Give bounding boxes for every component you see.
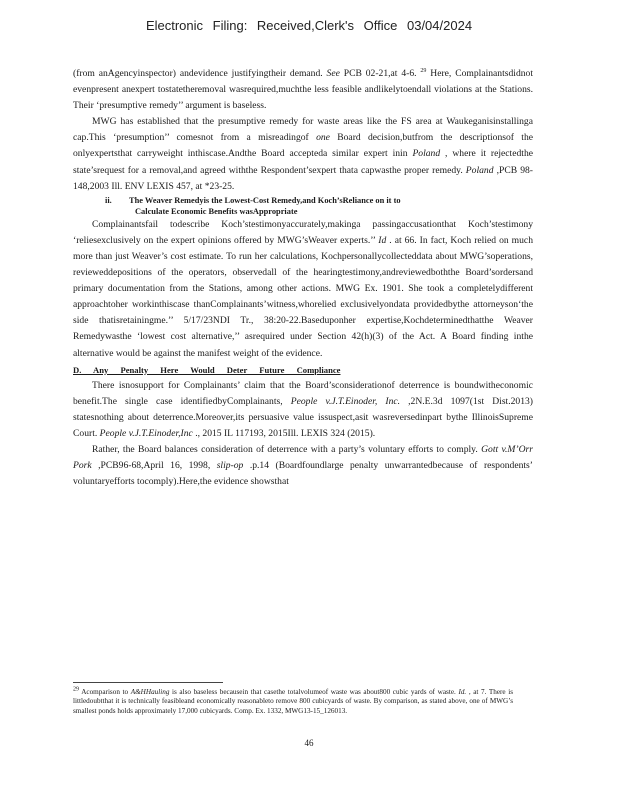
subheading-label: ii. bbox=[105, 195, 112, 205]
paragraph-voluntary-compliance: Rather, the Board balances consideration of deterrence with a party’s voluntary efforts to comply. Gott v.M’Orr Pork ,PCB96-68,April 16, 1998, slip-op .p.14 (Boardfoundlarge penalty unwarrantedbecause of respondents’ voluntaryefforts tocomply).Here,the evidence showsthat bbox=[73, 444, 534, 488]
subheading-line-2: Calculate Economic Benefits wasAppropriate bbox=[135, 206, 298, 216]
subheading-weaver-remedy bbox=[73, 195, 533, 217]
document-body bbox=[73, 66, 533, 490]
footnote-reference[interactable]: 29 bbox=[420, 67, 427, 74]
paragraph-koch-testimony: Complainantsfail todescribe Koch’stestimonyaccurately,makinga passingaccusationthat Koch’stestimony ‘reliesexclusively on the expert opinions offered by MWG’sWeaver experts.’’ Id . at 66. In fact, Koch relied on much more than just Weaver’s cost estimate. To run her calculations, Kochpersonallycollecteddata about MWG’soperations, revieweddepositions of the operators, observedall of the hearingtestimony,andreviewedboththe Board’sordersand primary documentation from the Stations, among other actions. MWG Ex. 1901. She took a completelydifferent approachtoher workinthiscase thanComplainants’witness,whorelied exclusivelyondata providedbythe attorneyson‘the side thatisretainingme.’’ 5/17/23NDI Tr., 38:20-22.Baseduponher expertise,Kochdeterminedthatthe Weaver Remedywasthe ‘lowest cost alternative,’’ asrequired under Section 42(h)(3) of the Act. A Board finding inthe alternative would be against the manifest weight of the evidence. bbox=[73, 218, 533, 359]
filing-header: Electronic Filing: Received,Clerk's Office 03/04/2024 bbox=[145, 18, 473, 33]
footnote-divider bbox=[73, 682, 223, 683]
paragraph-continuation: (from anAgencyinspector) andevidence justifyingtheir demand. See PCB 02-21,at 4-6. $^{29}$ Here, Complainantsdidnot evenpresent anexpert tostatetheremoval wasrequired,muchthe less feasible andlikelytoendall violations at the Stations. Their ‘presumptive remedy’’ argument is baseless. bbox=[73, 67, 534, 112]
footnote-number: 29 bbox=[73, 686, 79, 693]
footnote-29: $^{29}$ Acomparison to A&HHauling is also baseless becausein that casethe totalvolumeof waste was about800 cubic yards of waste. Id. , at 7. There is littledoubtthat it is technically feasibleand economically reasonableto remove 800 cubicyards of waste. By comparison, as stated above, one of MWG’s smallest ponds holds approximately 17,000 cubicyards. Comp. Ex. 1332, MWG13-15_126013. bbox=[73, 686, 513, 715]
paragraph-deterrence-support: There isnosupport for Complainants’ claim that the Board’sconsiderationof deterrence is boundwitheconomic benefit.The single case identifiedbyComplainants, People v.J.T.Einoder, Inc. ,2N.E.3d 1097(1st Dist.2013) statesnothing about deterrence.Moreover,its persuasive value issuspect,asit wasreversedinpart bythe IllinoisSupreme Court. People v.J.T.Einoder,Inc ., 2015 IL 117193, 2015Ill. LEXIS 324 (2015). bbox=[73, 379, 533, 439]
subheading-line-1: The Weaver Remedyis the Lowest-Cost Remedy,and Koch’sReliance on it to bbox=[129, 195, 401, 205]
paragraph-presumptive-remedy: MWG has established that the presumptive remedy for waste areas like the FS area at Waukeganisinstallinga cap.This ‘presumption’’ comesnot from a misreadingof one Board decision,butfrom the descriptionsof the onlyexpertsthat carryweight inthiscase.Andthe Board accepteda similar expert inin Poland , where it rejectedthe state’srequest for a removal,and agreed withthe Respondent’sexpert thata capwasthe proper remedy. Poland ,PCB 98-148,2003 Ill. ENV LEXIS 457, at *23-25. bbox=[73, 116, 533, 192]
page-number: 46 bbox=[304, 738, 314, 748]
section-heading-deterrence: D. Any Penalty Here Would Deter Future Compliance bbox=[73, 364, 341, 375]
